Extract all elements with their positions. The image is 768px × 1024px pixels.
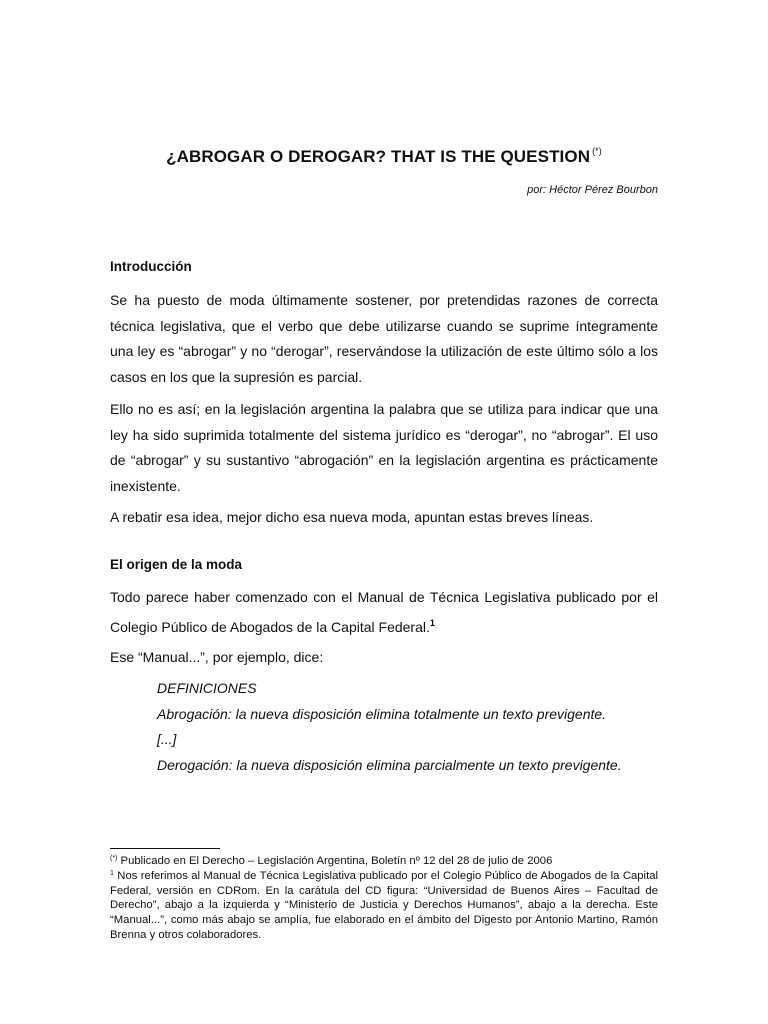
- title-footnote-mark: (*): [592, 146, 602, 156]
- footnote-1-mark: 1: [110, 870, 114, 877]
- footnote-star-text: Publicado en El Derecho – Legislación Argentina, Boletín nº 12 del 28 de julio de 2006: [120, 855, 553, 867]
- paragraph-origin-2: Ese “Manual...”, por ejemplo, dice:: [110, 649, 324, 665]
- paragraph-intro-3: A rebatir esa idea, mejor dicho esa nueva moda, apuntan estas breves líneas.: [110, 509, 594, 525]
- paragraph-intro-2: Ello no es así; en la legislación argentina la palabra que se utiliza para indicar que una ley ha sido suprimida totalmente del sistema jurídico es “derogar”, no “abrogar”. El uso de “abrogar” y su sustantivo “abrogación” en la legislación argentina es prácticamente inexistente.: [110, 401, 658, 494]
- paragraph-origin-1: [110, 585, 658, 640]
- quote-heading: DEFINICIONES: [157, 680, 257, 696]
- footnote-separator: [110, 848, 220, 849]
- footnote-1-text: Nos referimos al Manual de Técnica Legislativa publicado por el Colegio Público de Abogados de la Capital Federal, versión en CDRom. En la carátula del CD figura: “Universidad de Buenos Aires – Facultad de Derecho”, abajo a la izquierda y “Ministerio de Justicia y Derechos Humanos”, abajo a la derecha. Este “Manual...”, como más abajo se amplía, fue elaborado en el ámbito del Digesto por Antonio Martino, Ramón Brenna y otros colaboradores.: [110, 870, 658, 941]
- document-title: [0, 146, 768, 167]
- footnote-star-mark: (*): [110, 855, 118, 862]
- quote-abrogacion: Abrogación: la nueva disposición elimina totalmente un texto previgente.: [157, 705, 607, 722]
- section-heading-introduccion: Introducción: [110, 259, 192, 274]
- quote-derogacion: Derogación: la nueva disposición elimina parcialmente un texto previgente.: [157, 756, 622, 773]
- title-text: ¿ABROGAR O DEROGAR? THAT IS THE QUESTION: [166, 147, 591, 166]
- section-heading-origen: El origen de la moda: [110, 557, 243, 572]
- footnote-1: [110, 867, 658, 943]
- paragraph-intro-1: Se ha puesto de moda últimamente sostener, por pretendidas razones de correcta técnica legislativa, que el verbo que debe utilizarse cuando se suprime íntegramente una ley es “abrogar” y no “derogar”, reservándose la utilización de este último sólo a los casos en los que la supresión es parcial.: [110, 292, 658, 385]
- block-quote: [157, 676, 622, 778]
- author-byline: por: Héctor Pérez Bourbon: [527, 184, 658, 196]
- quote-ellipsis: [...]: [157, 731, 177, 747]
- footnote-ref-1[interactable]: 1: [429, 617, 435, 628]
- paragraph-origin-1-text: Todo parece haber comenzado con el Manual de Técnica Legislativa publicado por el Colegio Público de Abogados de la Capital Federal.: [110, 589, 658, 635]
